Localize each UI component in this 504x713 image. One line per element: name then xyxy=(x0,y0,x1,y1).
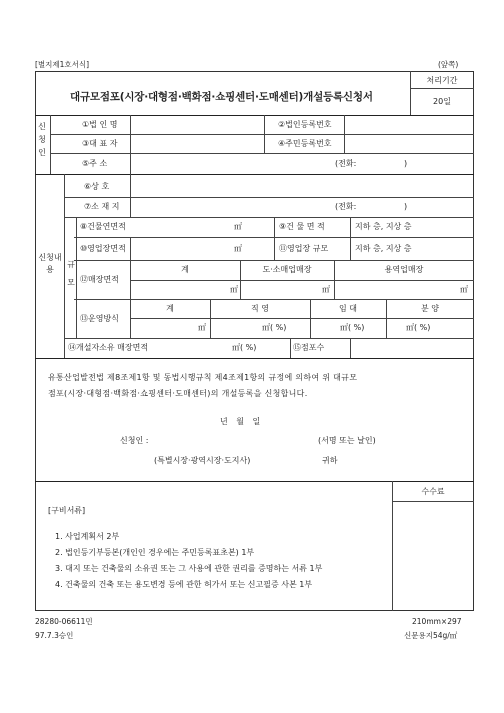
representative-label: ③대 표 자 xyxy=(82,139,118,148)
document-item-4: 4. 건축물의 건축 또는 용도변경 등에 관한 허가서 또는 신고필증 사본 1부 xyxy=(55,580,313,589)
trade-name-field[interactable] xyxy=(133,179,471,195)
resident-number-field[interactable] xyxy=(347,136,471,152)
addressee: (특별시장·광역시장·도지사) xyxy=(154,456,251,465)
application-content-label: 신청내용 xyxy=(38,253,62,274)
operation-label: ⑬운영방식 xyxy=(80,314,119,323)
building-area-field[interactable] xyxy=(150,219,230,235)
sales-area-label: ⑫매장면적 xyxy=(80,275,119,284)
address-field[interactable] xyxy=(133,156,333,172)
sales-total-header: 계 xyxy=(181,265,189,274)
address-label: ⑤주 소 xyxy=(82,159,108,168)
applicant-sign-label: 신청인 : xyxy=(120,436,149,445)
fee-label: 수수료 xyxy=(421,487,445,496)
op-sale-value: ㎡( %) xyxy=(406,323,431,332)
op-total-header: 계 xyxy=(166,304,174,313)
representative-field[interactable] xyxy=(133,136,261,152)
store-location-label: ⑦소 재 지 xyxy=(84,202,120,211)
processing-period-value: 20일 xyxy=(433,97,451,106)
form-title: 대규모점포(시장·대형점·백화점·쇼핑센터·도매센터)개설등록신청서 xyxy=(70,91,373,103)
corp-name-field[interactable] xyxy=(133,117,261,133)
declaration-line-1: 유통산업발전법 제8조제1항 및 동법시행규칙 제4조제1항의 규정에 의하여 위 대규모 xyxy=(48,373,358,382)
addressee-suffix: 귀하 xyxy=(322,456,338,465)
declaration-date: 년 월 일 xyxy=(220,417,261,426)
paper-size: 210mm×297 xyxy=(412,617,462,626)
building-area-label: ⑧건물연면적 xyxy=(80,222,126,231)
building-area-unit: ㎡ xyxy=(234,222,242,231)
document-item-2: 2. 법인등기부등본(개인인 경우에는 주민등록표초본) 1부 xyxy=(55,548,255,557)
declaration-line-2: 점포(시장·대형점·백화점·쇼핑센터·도매센터)의 개설등록을 신청합니다. xyxy=(48,389,308,398)
scale-section-label: 규 모 xyxy=(67,260,75,287)
approval-date: 97.7.3승인 xyxy=(35,631,74,640)
corp-registration-label: ②법인등록번호 xyxy=(278,120,332,129)
sales-retail-unit: ㎡ xyxy=(322,285,330,294)
paper-type: 신문용지54g/㎡ xyxy=(404,631,458,640)
sales-total-unit: ㎡ xyxy=(230,285,238,294)
sign-or-seal-note: (서명 또는 날인) xyxy=(318,436,376,445)
document-item-3: 3. 대지 또는 건축물의 소유권 또는 그 사용에 관한 권리를 증명하는 서류 1부 xyxy=(55,564,323,573)
processing-period-label: 처리기간 xyxy=(426,76,458,85)
form-code: 28280-06611민 xyxy=(35,617,93,626)
corp-registration-field[interactable] xyxy=(347,117,471,133)
business-area-field[interactable] xyxy=(150,241,230,257)
trade-name-label: ⑥상 호 xyxy=(84,182,110,191)
document-item-1: 1. 사업계획서 2부 xyxy=(55,532,120,541)
applicant-section-label: 신 청 인 xyxy=(38,122,46,157)
business-area-unit: ㎡ xyxy=(234,244,242,253)
op-total-unit: ㎡ xyxy=(198,323,206,332)
op-lease-header: 임 대 xyxy=(339,304,357,313)
business-scale-label: ⑪영업장 규모 xyxy=(279,244,329,253)
resident-number-label: ④주민등록번호 xyxy=(278,139,332,148)
store-phone-close: ) xyxy=(404,202,408,211)
business-floors: 지하 층, 지상 층 xyxy=(355,244,412,253)
page-side-label: (앞쪽) xyxy=(438,60,459,69)
op-direct-value: ㎡( %) xyxy=(262,323,287,332)
corp-name-label: ①법 인 명 xyxy=(82,120,118,129)
op-sale-header: 분 양 xyxy=(421,304,439,313)
store-count-label: ⑮점포수 xyxy=(293,343,325,352)
applicant-phone-label: (전화: xyxy=(335,159,357,168)
sales-retail-header: 도·소매업매장 xyxy=(262,265,312,274)
building-scale-label: ⑨건 물 면 적 xyxy=(279,222,325,231)
building-floors: 지하 층, 지상 층 xyxy=(355,222,412,231)
sales-service-header: 용역업매장 xyxy=(384,265,424,274)
required-documents-heading: [구비서류] xyxy=(48,506,86,515)
owned-area-value: ㎡( %) xyxy=(232,343,257,352)
op-direct-header: 직 영 xyxy=(251,304,269,313)
form-number: [별지제1호서식] xyxy=(35,60,90,69)
store-count-field[interactable] xyxy=(353,340,471,356)
store-location-field[interactable] xyxy=(133,199,333,215)
op-lease-value: ㎡( %) xyxy=(340,323,365,332)
applicant-phone-close: ) xyxy=(404,159,408,168)
applicant-sign-field[interactable] xyxy=(160,433,310,447)
store-phone-label: (전화: xyxy=(335,202,357,211)
owned-area-label: ⑭개설자소유 매장면적 xyxy=(68,343,149,352)
business-area-label: ⑩영업장면적 xyxy=(80,244,126,253)
sales-service-unit: ㎡ xyxy=(460,285,468,294)
